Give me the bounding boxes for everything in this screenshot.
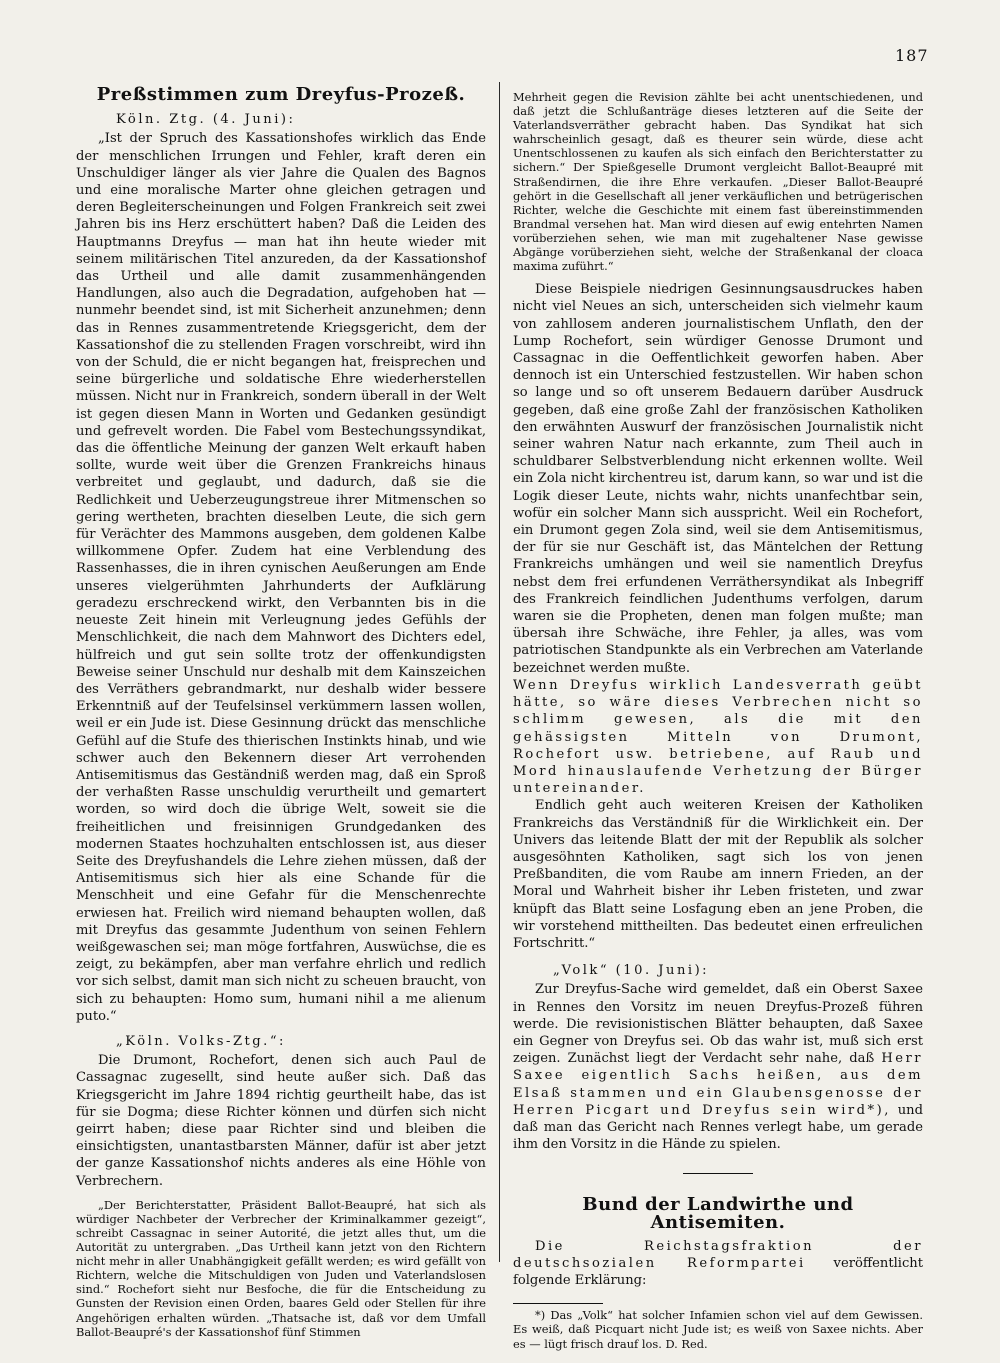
footnote-rule — [513, 1303, 603, 1304]
text-run: Zur Dreyfus-Sache wird gemeldet, daß ein Oberst Saxee in Rennes den Vorsitz im neuen Dreyfus-Prozeß führen werde. Die revisionistischen Blätter behaupten, daß Saxee ein Gegner von Dreyfus sei. Ob das wahr ist, muß sich erst zeigen. Zunächst liegt der Verdacht sehr nahe, daß — [513, 982, 923, 1067]
article-paragraph — [513, 1238, 923, 1290]
article-paragraph: Die Drumont, Rochefort, denen sich auch Paul de Cassagnac zugesellt, sind heute außer sich. Daß das Kriegsgericht im Jahre 1894 richtig geurtheilt habe, das ist für sie Dogma; diese Richter können und dürfen sich nicht geirrt haben; diese paar Richter sind und bleiben die einsichtigsten, unantastbarsten Männer, dafür ist aber jetzt der ganze Kassationshof nichts anderes als eine Höhle von Verbrechern. — [76, 1053, 486, 1189]
column-divider — [499, 82, 500, 1262]
article-paragraph-spaced: Wenn Dreyfus wirklich Landesverrath geübt hätte, so wäre dieses Verbrechen nicht so schlimm gewesen, als die mit den gehässigsten Mitteln von Drumont, Rochefort usw. betriebene, auf Raub und Mord hinauslaufende Verhetzung der Bürger untereinander. — [513, 677, 923, 797]
section-heading: Bund der Landwirthe und Antisemiten. — [582, 1194, 854, 1233]
source-koeln-ztg: Köln. Ztg. (4. Juni): — [116, 112, 296, 128]
text-run-spaced: Herr Saxee eigentlich Sachs heißen, aus dem Elsaß stammen und ein Glaubensgenosse der Herren Picgart und Dreyfus sein wird*), — [513, 1051, 923, 1118]
article-paragraph: „Ist der Spruch des Kassationshofes wirklich das Ende der menschlichen Irrungen und Fehler, kraft deren ein Unschuldiger länger als vier Jahre die Qualen des Bagnos und eine moralische Marter ohne gleichen getragen und deren Begleiterscheinungen und Folgen Frankreich seit zwei Jahren bis ins Herz erschüttert haben? Daß die Leiden des Hauptmanns Dreyfus — man hat ihn heute wieder mit seinem militärischen Titel anzureden, da der Kassationshof das Urtheil und alle damit zusammenhängenden Handlungen, also auch die Degradation, aufgehoben hat — nunmehr beendet sind, ist mit Sicherheit anzunehmen; denn das in Rennes zusammentretende Kriegsgericht, dem der Kassationshof die zu stellenden Fragen vorschreibt, wird ihn von der Schuld, die er nicht begangen hat, freisprechen und seine bürgerliche und soldatische Ehre wiederherstellen müssen. Nicht nur in Frankreich, sondern überall in der Welt ist gegen diesen Mann in Worten und Gedanken gesündigt und gefrevelt worden. Die Fabel vom Bestechungssyndikat, das die öffentliche Meinung der ganzen Welt erkauft haben sollte, wurde weit über die Grenzen Frankreichs hinaus verbreitet und geglaubt, und dadurch, daß sie die Redlichkeit und Ueberzeugungstreue ihrer Mitmenschen so gering wertheten, brachten dieselben Leute, die sich gern für Verächter des Mammons ausgeben, dem goldenen Kalbe willkommene Opfer. Zudem hat eine Verblendung des Rassenhasses, die in ihren cynischen Aeußerungen am Ende unseres vielgerühmten Jahrhunderts der Aufklärung geradezu erschreckend wirkt, den Verbannten bis in die neueste Zeit hinein mit Verleugnung jedes Gefühls der Menschlichkeit, die nach dem Mahnwort des Dichters edel, hülfreich und gut sein sollte trotz der offenkundigsten Beweise seiner Unschuld nur deshalb mit dem Kainszeichen des Verräthers gebrandmarkt, nur deshalb wider bessere Erkenntniß auf der Teufelsinsel verkümmern lassen wollen, weil er ein Jude ist. Diese Gesinnung drückt das menschliche Gefühl auf die Stufe des thierischen Instinkts hinab, und wie schwer auch den Bekennern dieser Art verrohenden Antisemitismus das Geständniß werden mag, daß ein Sproß der verhaßten Rasse unschuldig verurtheilt und gemartert worden, so wird doch die übrige Welt, soweit sie die freiheitlichen und freisinnigen Grundgedanken des modernen Staates hochzuhalten entschlossen ist, aus dieser Seite des Dreyfushandels die Lehre ziehen müssen, daß der Antisemitismus sich hier als eine Schande für die Menschheit und eine Gefahr für die Menschenrechte erwiesen hat. Freilich wird niemand behaupten wollen, daß mit Dreyfus das gesammte Judenthum von seinen Fehlern weißgewaschen sei; man möge fortfahren, Auswüchse, die es zeigt, zu bekämpfen, aber man verfahre ehrlich und redlich vor sich selbst, damit man sich nicht zu scheuen braucht, von sich zu behaupten: Homo sum, humani nihil a me alienum puto.“ — [76, 131, 487, 1024]
source-volk: „Volk“ (10. Juni): — [553, 963, 710, 979]
text-run: und daß man das Gericht nach Rennes verlegt habe, um gerade ihm den Vorsitz in die Hände zu spielen. — [513, 1102, 923, 1153]
section-rule — [683, 1173, 753, 1174]
left-column — [76, 82, 486, 1339]
article-paragraph: Endlich geht auch weiteren Kreisen der Katholiken Frankreichs das Verständniß für die Wirklichkeit ein. Der Univers das leitende Blatt der mit der Republik als solcher ausgesöhnten Katholiken, sagt sich los von jenen Preßbanditen, die vom Raube am innern Frieden, an der Moral und Wahrheit bisher ihr Leben fristeten, und zwar knüpft das Blatt seine Losfagung eben an jene Proben, die wir vorstehend mittheilten. Das bedeutet einen erfreulichen Fortschritt.“ — [513, 798, 923, 951]
text-run: veröffentlicht folgende Erklärung: — [513, 1255, 923, 1289]
text-run-spaced: Die Reichstagsfraktion der deutschsozialen Reformpartei — [513, 1238, 923, 1271]
footnote: *) Das „Volk“ hat solcher Infamien schon viel auf dem Gewissen. Es weiß, daß Picquart nicht Jude ist; es weiß von Saxee nichts. Aber es — lügt frisch drauf los. D. Red. — [513, 1308, 923, 1351]
article-paragraph: Diese Beispiele niedrigen Gesinnungsausdruckes haben nicht viel Neues an sich, unterscheiden sich vielmehr kaum von zahllosem anderen journalistischem Unflath, den der Lump Rochefort, sein würdiger Genosse Drumont und Cassagnac in die Oeffentlichkeit geworfen haben. Aber dennoch ist ein Unterschied festzustellen. Wir haben schon so lange und so oft unserem Bedauern darüber Ausdruck gegeben, daß eine große Zahl der französischen Katholiken den erwähnten Auswurf der französischen Journalistik nicht seiner wahren Natur nach erkannte, zum Theil auch in schuldbarer Selbstverblendung nicht erkennen wollte. Weil ein Zola nicht kirchentreu ist, darum kann, so war und ist die Logik dieser Leute, nichts wahr, nichts unanfechtbar sein, wofür ein solcher Mann sich ausspricht. Weil ein Rochefort, ein Drumont gegen Zola sind, weil sie dem Antisemitismus, der für sie nur Geschäft ist, das Mäntelchen der Rettung Frankreichs umhängen und weil sie namentlich Dreyfus nebst dem frei erfundenen Verräthersyndikat als Inbegriff des Frankreich feindlichen Judenthums verfolgen, darum waren sie die Propheten, denen man folgen mußte; man übersah ihre Schwäche, ihre Fehler, ja alles, was vom patriotischen Standpunkte als ein Verbrechen am Vaterlande bezeichnet werden mußte. — [513, 282, 923, 676]
quoted-paragraph: Mehrheit gegen die Revision zählte bei acht unentschiedenen, und daß jetzt die Schlußanträge dieses letzteren auf die Seite der Vaterlandsverräther gebracht haben. Das Syndikat hat sich wahrscheinlich gesagt, daß es theurer sein würde, diese acht Unentschlossenen zu kaufen als sich einfach den Berichterstatter zu sichern.“ Der Spießgeselle Drumont vergleicht Ballot-Beaupré mit Straßendirnen, die ihre Ehre verkaufen. „Dieser Ballot-Beaupré gehört in die Gesellschaft all jener verkäuflichen und betrügerischen Richter, welche die Geschichte mit einem fast übereinstimmenden Brandmal versehen hat. Man wird diesen auf ewig entehrten Namen vorüberziehen sehen, wie man mit zugehaltener Nase gewisse Abgänge vorüberziehen sieht, welche der Straßenkanal der cloaca maxima zuführt.“ — [513, 90, 923, 274]
article-heading: Preßstimmen zum Dreyfus-Prozeß. — [96, 84, 466, 105]
page-number: 187 — [895, 46, 929, 65]
quoted-paragraph: „Der Berichterstatter, Präsident Ballot-Beaupré, hat sich als würdiger Nachbeter der Verbrecher der Kriminalkammer gezeigt“, schreibt Cassagnac in seiner Autorité, die jetzt alles thut, um die Autorität zu untergraben. „Das Urtheil kann jetzt von den Richtern nicht mehr in aller Unabhängigkeit gefällt werden; es wird gefällt von Richtern, welche die Mitschuldigen von Juden und Vaterlandslosen sind.“ Rochefort sieht nur Besfoche, die für die Entscheidung zu Gunsten der Revision einen Orden, baares Geld oder Stellen für ihre Angehörigen erhalten würden. „Thatsache ist, daß vor dem Umfall Ballot-Beaupré's der Kassationshof fünf Stimmen — [76, 1197, 486, 1339]
source-koeln-volks-ztg: „Köln. Volks-Ztg.“: — [116, 1033, 286, 1049]
article-paragraph — [513, 981, 923, 1153]
right-column — [513, 90, 923, 1351]
